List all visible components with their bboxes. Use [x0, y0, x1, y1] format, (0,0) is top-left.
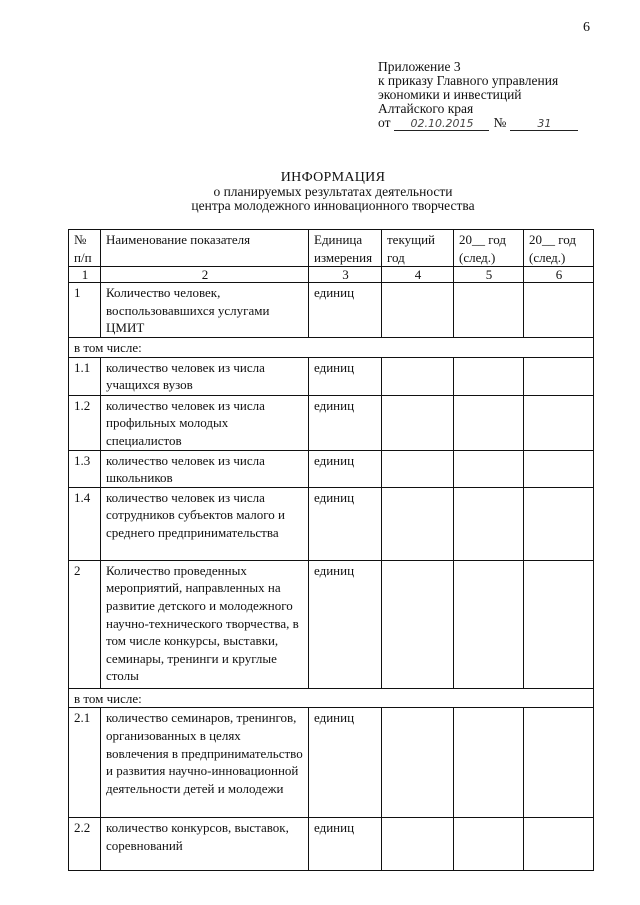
row-unit: единиц — [309, 450, 382, 487]
row-unit: единиц — [309, 487, 382, 560]
table-header-row — [69, 230, 594, 267]
table-row — [69, 560, 594, 688]
row-num: 1.2 — [69, 395, 101, 450]
handwritten-date: 02.10.2015 — [394, 118, 489, 131]
row-next1-value — [454, 395, 524, 450]
row-next2-value — [524, 708, 594, 818]
row-num: 1.1 — [69, 357, 101, 395]
subheader-text: в том числе: — [69, 337, 594, 357]
table-row — [69, 450, 594, 487]
row-unit: единиц — [309, 708, 382, 818]
header-current-year: текущий год — [382, 230, 454, 267]
appendix-line: к приказу Главного управления — [378, 73, 559, 88]
column-index: 4 — [382, 267, 454, 283]
row-num: 2 — [69, 560, 101, 688]
appendix-line: Приложение 3 — [378, 59, 461, 74]
row-name: количество семинаров, тренингов, организованных в целях вовлечения в предпринимательство и развития научно-инновационной деятельности детей и молодежи — [101, 708, 309, 818]
row-next1-value — [454, 283, 524, 338]
row-num: 1.3 — [69, 450, 101, 487]
row-num: 1.4 — [69, 487, 101, 560]
results-table — [68, 229, 594, 871]
row-name: количество человек из числа профильных молодых специалистов — [101, 395, 309, 450]
column-index: 2 — [101, 267, 309, 283]
row-next2-value — [524, 450, 594, 487]
column-index: 5 — [454, 267, 524, 283]
document-subtitle: центра молодежного инновационного творчества — [191, 198, 475, 213]
row-name: Количество человек, воспользовавшихся услугами ЦМИТ — [101, 283, 309, 338]
row-next2-value — [524, 283, 594, 338]
row-current-value — [382, 283, 454, 338]
row-unit: единиц — [309, 357, 382, 395]
header-next-year-1: 20__ год (след.) — [454, 230, 524, 267]
row-current-value — [382, 708, 454, 818]
row-next1-value — [454, 450, 524, 487]
row-next1-value — [454, 487, 524, 560]
handwritten-number: 31 — [510, 118, 578, 131]
row-next2-value — [524, 357, 594, 395]
row-name: количество человек из числа учащихся вузов — [101, 357, 309, 395]
row-next2-value — [524, 487, 594, 560]
row-next1-value — [454, 357, 524, 395]
row-unit: единиц — [309, 395, 382, 450]
table-row — [69, 818, 594, 871]
title-block — [0, 170, 640, 213]
header-unit: Единица измерения — [309, 230, 382, 267]
table-row — [69, 487, 594, 560]
row-unit: единиц — [309, 560, 382, 688]
column-index-row — [69, 267, 594, 283]
header-num: № п/п — [69, 230, 101, 267]
document-title: ИНФОРМАЦИЯ — [280, 170, 386, 185]
header-next-year-2: 20__ год (след.) — [524, 230, 594, 267]
row-current-value — [382, 357, 454, 395]
column-index: 1 — [69, 267, 101, 283]
row-next2-value — [524, 560, 594, 688]
document-subtitle: о планируемых результатах деятельности — [213, 184, 453, 199]
row-next2-value — [524, 818, 594, 871]
appendix-line: экономики и инвестиций — [378, 87, 522, 102]
column-index: 3 — [309, 267, 382, 283]
row-current-value — [382, 560, 454, 688]
row-name: количество человек из числа сотрудников субъектов малого и среднего предпринимательства — [101, 487, 309, 560]
subheader-text: в том числе: — [69, 688, 594, 708]
page-number: 6 — [583, 20, 590, 35]
row-unit: единиц — [309, 818, 382, 871]
row-current-value — [382, 487, 454, 560]
row-next1-value — [454, 708, 524, 818]
row-num: 2.1 — [69, 708, 101, 818]
subheader-row — [69, 337, 594, 357]
date-prefix: от — [378, 115, 391, 130]
subheader-row — [69, 688, 594, 708]
column-index: 6 — [524, 267, 594, 283]
appendix-block — [378, 60, 578, 131]
row-num: 1 — [69, 283, 101, 338]
row-next1-value — [454, 818, 524, 871]
row-next1-value — [454, 560, 524, 688]
row-current-value — [382, 395, 454, 450]
table-row — [69, 708, 594, 818]
row-current-value — [382, 450, 454, 487]
order-date-line — [378, 116, 578, 131]
row-name: количество конкурсов, выставок, соревнований — [101, 818, 309, 871]
row-next2-value — [524, 395, 594, 450]
row-current-value — [382, 818, 454, 871]
appendix-line: Алтайского края — [378, 101, 474, 116]
row-name: количество человек из числа школьников — [101, 450, 309, 487]
row-unit: единиц — [309, 283, 382, 338]
row-name: Количество проведенных мероприятий, направленных на развитие детского и молодежного научно-технического творчества, в том числе конкурсы, выставки, семинары, тренинги и круглые столы — [101, 560, 309, 688]
table-row — [69, 357, 594, 395]
table-row — [69, 395, 594, 450]
table-row — [69, 283, 594, 338]
header-name: Наименование показателя — [101, 230, 309, 267]
number-prefix: № — [493, 115, 507, 130]
row-num: 2.2 — [69, 818, 101, 871]
